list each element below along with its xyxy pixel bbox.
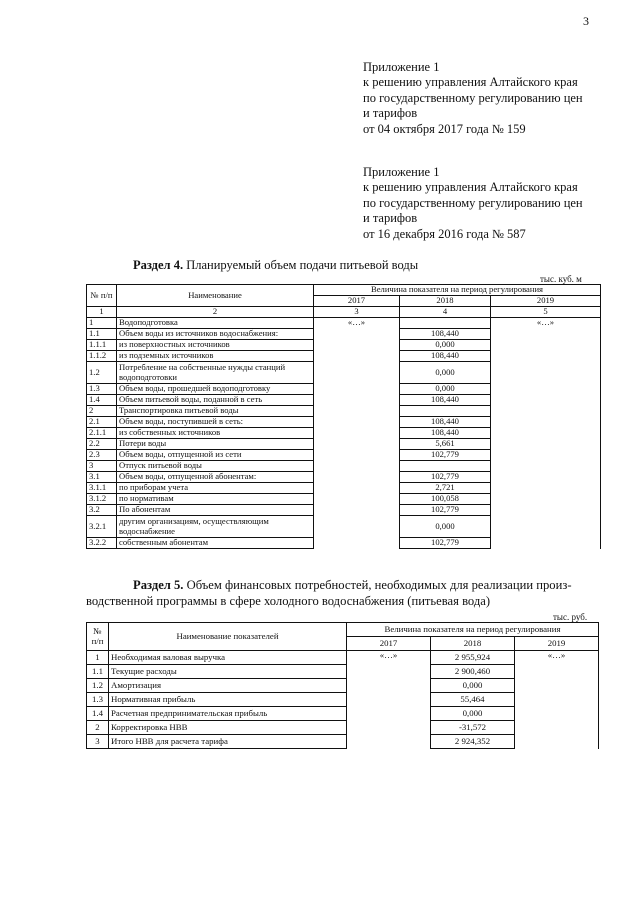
header-year-2018: 2018 bbox=[431, 637, 515, 651]
row-number: 2 bbox=[87, 406, 117, 417]
value-2018 bbox=[400, 318, 491, 329]
section5-title-bold: Раздел 5. bbox=[133, 578, 184, 592]
row-name: по нормативам bbox=[117, 494, 314, 505]
row-number: 1 bbox=[87, 318, 117, 329]
row-number: 3.1 bbox=[87, 472, 117, 483]
row-number: 1.2 bbox=[87, 362, 117, 384]
value-2018: 100,058 bbox=[400, 494, 491, 505]
value-2018: 102,779 bbox=[400, 472, 491, 483]
section4-unit: тыс. куб. м bbox=[540, 274, 582, 284]
value-2018: 108,440 bbox=[400, 428, 491, 439]
section4-title bbox=[133, 258, 418, 273]
value-2018: 0,000 bbox=[400, 384, 491, 395]
value-2018: 102,779 bbox=[400, 505, 491, 516]
row-number: 3.1.2 bbox=[87, 494, 117, 505]
appendix-line: и тарифов bbox=[363, 211, 418, 226]
section4-body bbox=[87, 318, 601, 549]
page-number: 3 bbox=[583, 14, 589, 28]
value-2018: 0,000 bbox=[431, 707, 515, 721]
row-number: 2.1 bbox=[87, 417, 117, 428]
row-name: из подземных источников bbox=[117, 351, 314, 362]
table-row bbox=[87, 318, 601, 329]
value-2018: 102,779 bbox=[400, 450, 491, 461]
section5-title bbox=[133, 578, 572, 593]
row-number: 1.3 bbox=[87, 384, 117, 395]
value-2017 bbox=[314, 318, 400, 549]
header-year-2018: 2018 bbox=[400, 296, 491, 307]
value-2018: 2 955,924 bbox=[431, 651, 515, 665]
appendix-line: к решению управления Алтайского края bbox=[363, 180, 578, 195]
value-2018: 108,440 bbox=[400, 395, 491, 406]
section5-table bbox=[86, 622, 599, 749]
section5-title-line2: водственной программы в сфере холодного водоснабжения (питьевая вода) bbox=[86, 594, 491, 608]
value-2018: 108,440 bbox=[400, 351, 491, 362]
row-number: 3.2 bbox=[87, 505, 117, 516]
row-name: Нормативная прибыль bbox=[109, 693, 347, 707]
row-number: 1 bbox=[87, 651, 109, 665]
row-number: 2 bbox=[87, 721, 109, 735]
col-number: 5 bbox=[491, 307, 601, 318]
row-name: Расчетная предпринимательская прибыль bbox=[109, 707, 347, 721]
section5-unit: тыс. руб. bbox=[553, 612, 588, 622]
row-name: Объем воды, отпущенной из сети bbox=[117, 450, 314, 461]
row-name: Транспортировка питьевой воды bbox=[117, 406, 314, 417]
row-number: 1.1.1 bbox=[87, 340, 117, 351]
row-name: Отпуск питьевой воды bbox=[117, 461, 314, 472]
header-name: Наименование bbox=[117, 285, 314, 307]
row-number: 3 bbox=[87, 735, 109, 749]
value-2018 bbox=[400, 461, 491, 472]
row-name: из собственных источников bbox=[117, 428, 314, 439]
row-name: Объем воды, поступившей в сеть: bbox=[117, 417, 314, 428]
header-period: Величина показателя на период регулирования bbox=[347, 623, 599, 637]
appendix-new bbox=[363, 60, 583, 137]
row-name: Необходимая валовая выручка bbox=[109, 651, 347, 665]
section4-title-bold: Раздел 4. bbox=[133, 258, 184, 272]
row-name: Потребление на собственные нужды станций водоподготовки bbox=[117, 362, 314, 384]
header-year-2017: 2017 bbox=[314, 296, 400, 307]
row-name: по приборам учета bbox=[117, 483, 314, 494]
row-name: Объем воды, отпущенной абонентам: bbox=[117, 472, 314, 483]
value-2018: 102,779 bbox=[400, 538, 491, 549]
value-2018: 0,000 bbox=[400, 362, 491, 384]
row-number: 1.4 bbox=[87, 707, 109, 721]
row-name: Водоподготовка bbox=[117, 318, 314, 329]
row-number: 1.1 bbox=[87, 665, 109, 679]
value-2018: -31,572 bbox=[431, 721, 515, 735]
row-name: Объем воды, прошедшей водоподготовку bbox=[117, 384, 314, 395]
header-name: Наименование показателей bbox=[109, 623, 347, 651]
row-number: 1.3 bbox=[87, 693, 109, 707]
value-2019 bbox=[491, 318, 601, 549]
row-name: другим организациям, осуществляющим водоснабжение bbox=[117, 516, 314, 538]
header-period: Величина показателя на период регулирования bbox=[314, 285, 601, 296]
row-name: Итого НВВ для расчета тарифа bbox=[109, 735, 347, 749]
value-2019-placeholder: «…» bbox=[536, 317, 555, 327]
value-2017 bbox=[347, 651, 431, 749]
value-2018: 108,440 bbox=[400, 329, 491, 340]
row-name: Потери воды bbox=[117, 439, 314, 450]
appendix-line: по государственному регулированию цен bbox=[363, 90, 583, 105]
row-name: из поверхностных источников bbox=[117, 340, 314, 351]
value-2018: 108,440 bbox=[400, 417, 491, 428]
value-2018: 0,000 bbox=[400, 340, 491, 351]
appendix-line: и тарифов bbox=[363, 106, 418, 121]
row-number: 1.1 bbox=[87, 329, 117, 340]
value-2019-placeholder: «…» bbox=[547, 650, 566, 660]
section4-table bbox=[86, 284, 601, 549]
appendix-line: Приложение 1 bbox=[363, 60, 440, 74]
row-number: 2.1.1 bbox=[87, 428, 117, 439]
row-name: собственным абонентам bbox=[117, 538, 314, 549]
col-number: 4 bbox=[400, 307, 491, 318]
row-number: 3 bbox=[87, 461, 117, 472]
value-2018: 2,721 bbox=[400, 483, 491, 494]
row-number: 2.2 bbox=[87, 439, 117, 450]
header-year-2019: 2019 bbox=[515, 637, 599, 651]
row-number: 1.1.2 bbox=[87, 351, 117, 362]
row-name: Амортизация bbox=[109, 679, 347, 693]
row-number: 3.2.1 bbox=[87, 516, 117, 538]
row-name: Объем воды из источников водоснабжения: bbox=[117, 329, 314, 340]
col-number: 1 bbox=[87, 307, 117, 318]
appendix-old bbox=[363, 165, 583, 242]
appendix-line: от 16 декабря 2016 года № 587 bbox=[363, 226, 526, 241]
row-name: Объем питьевой воды, поданной в сеть bbox=[117, 395, 314, 406]
section5-title-text: Объем финансовых потребностей, необходимых для реализации произ- bbox=[183, 578, 572, 592]
value-2018 bbox=[400, 406, 491, 417]
row-name: По абонентам bbox=[117, 505, 314, 516]
value-2018: 0,000 bbox=[400, 516, 491, 538]
row-name: Корректировка НВВ bbox=[109, 721, 347, 735]
value-2018: 0,000 bbox=[431, 679, 515, 693]
section4-title-text: Планируемый объем подачи питьевой воды bbox=[183, 258, 419, 272]
appendix-line: по государственному регулированию цен bbox=[363, 195, 583, 210]
col-number: 2 bbox=[117, 307, 314, 318]
row-number: 3.2.2 bbox=[87, 538, 117, 549]
section5-body bbox=[87, 651, 599, 749]
header-year-2019: 2019 bbox=[491, 296, 601, 307]
appendix-line: к решению управления Алтайского края bbox=[363, 75, 578, 90]
row-number: 1.4 bbox=[87, 395, 117, 406]
row-number: 1.2 bbox=[87, 679, 109, 693]
header-num: № п/п bbox=[87, 285, 117, 307]
header-year-2017: 2017 bbox=[347, 637, 431, 651]
appendix-line: Приложение 1 bbox=[363, 165, 440, 179]
value-2018: 2 900,460 bbox=[431, 665, 515, 679]
value-2019 bbox=[515, 651, 599, 749]
row-name: Текущие расходы bbox=[109, 665, 347, 679]
appendix-line: от 04 октября 2017 года № 159 bbox=[363, 121, 526, 136]
row-number: 3.1.1 bbox=[87, 483, 117, 494]
col-number: 3 bbox=[314, 307, 400, 318]
value-2018: 5,661 bbox=[400, 439, 491, 450]
value-2018: 2 924,352 bbox=[431, 735, 515, 749]
value-2017-placeholder: «…» bbox=[379, 650, 398, 660]
row-number: 2.3 bbox=[87, 450, 117, 461]
value-2018: 55,464 bbox=[431, 693, 515, 707]
header-num: № п/п bbox=[87, 623, 109, 651]
value-2017-placeholder: «…» bbox=[347, 317, 366, 327]
table-row bbox=[87, 651, 599, 665]
